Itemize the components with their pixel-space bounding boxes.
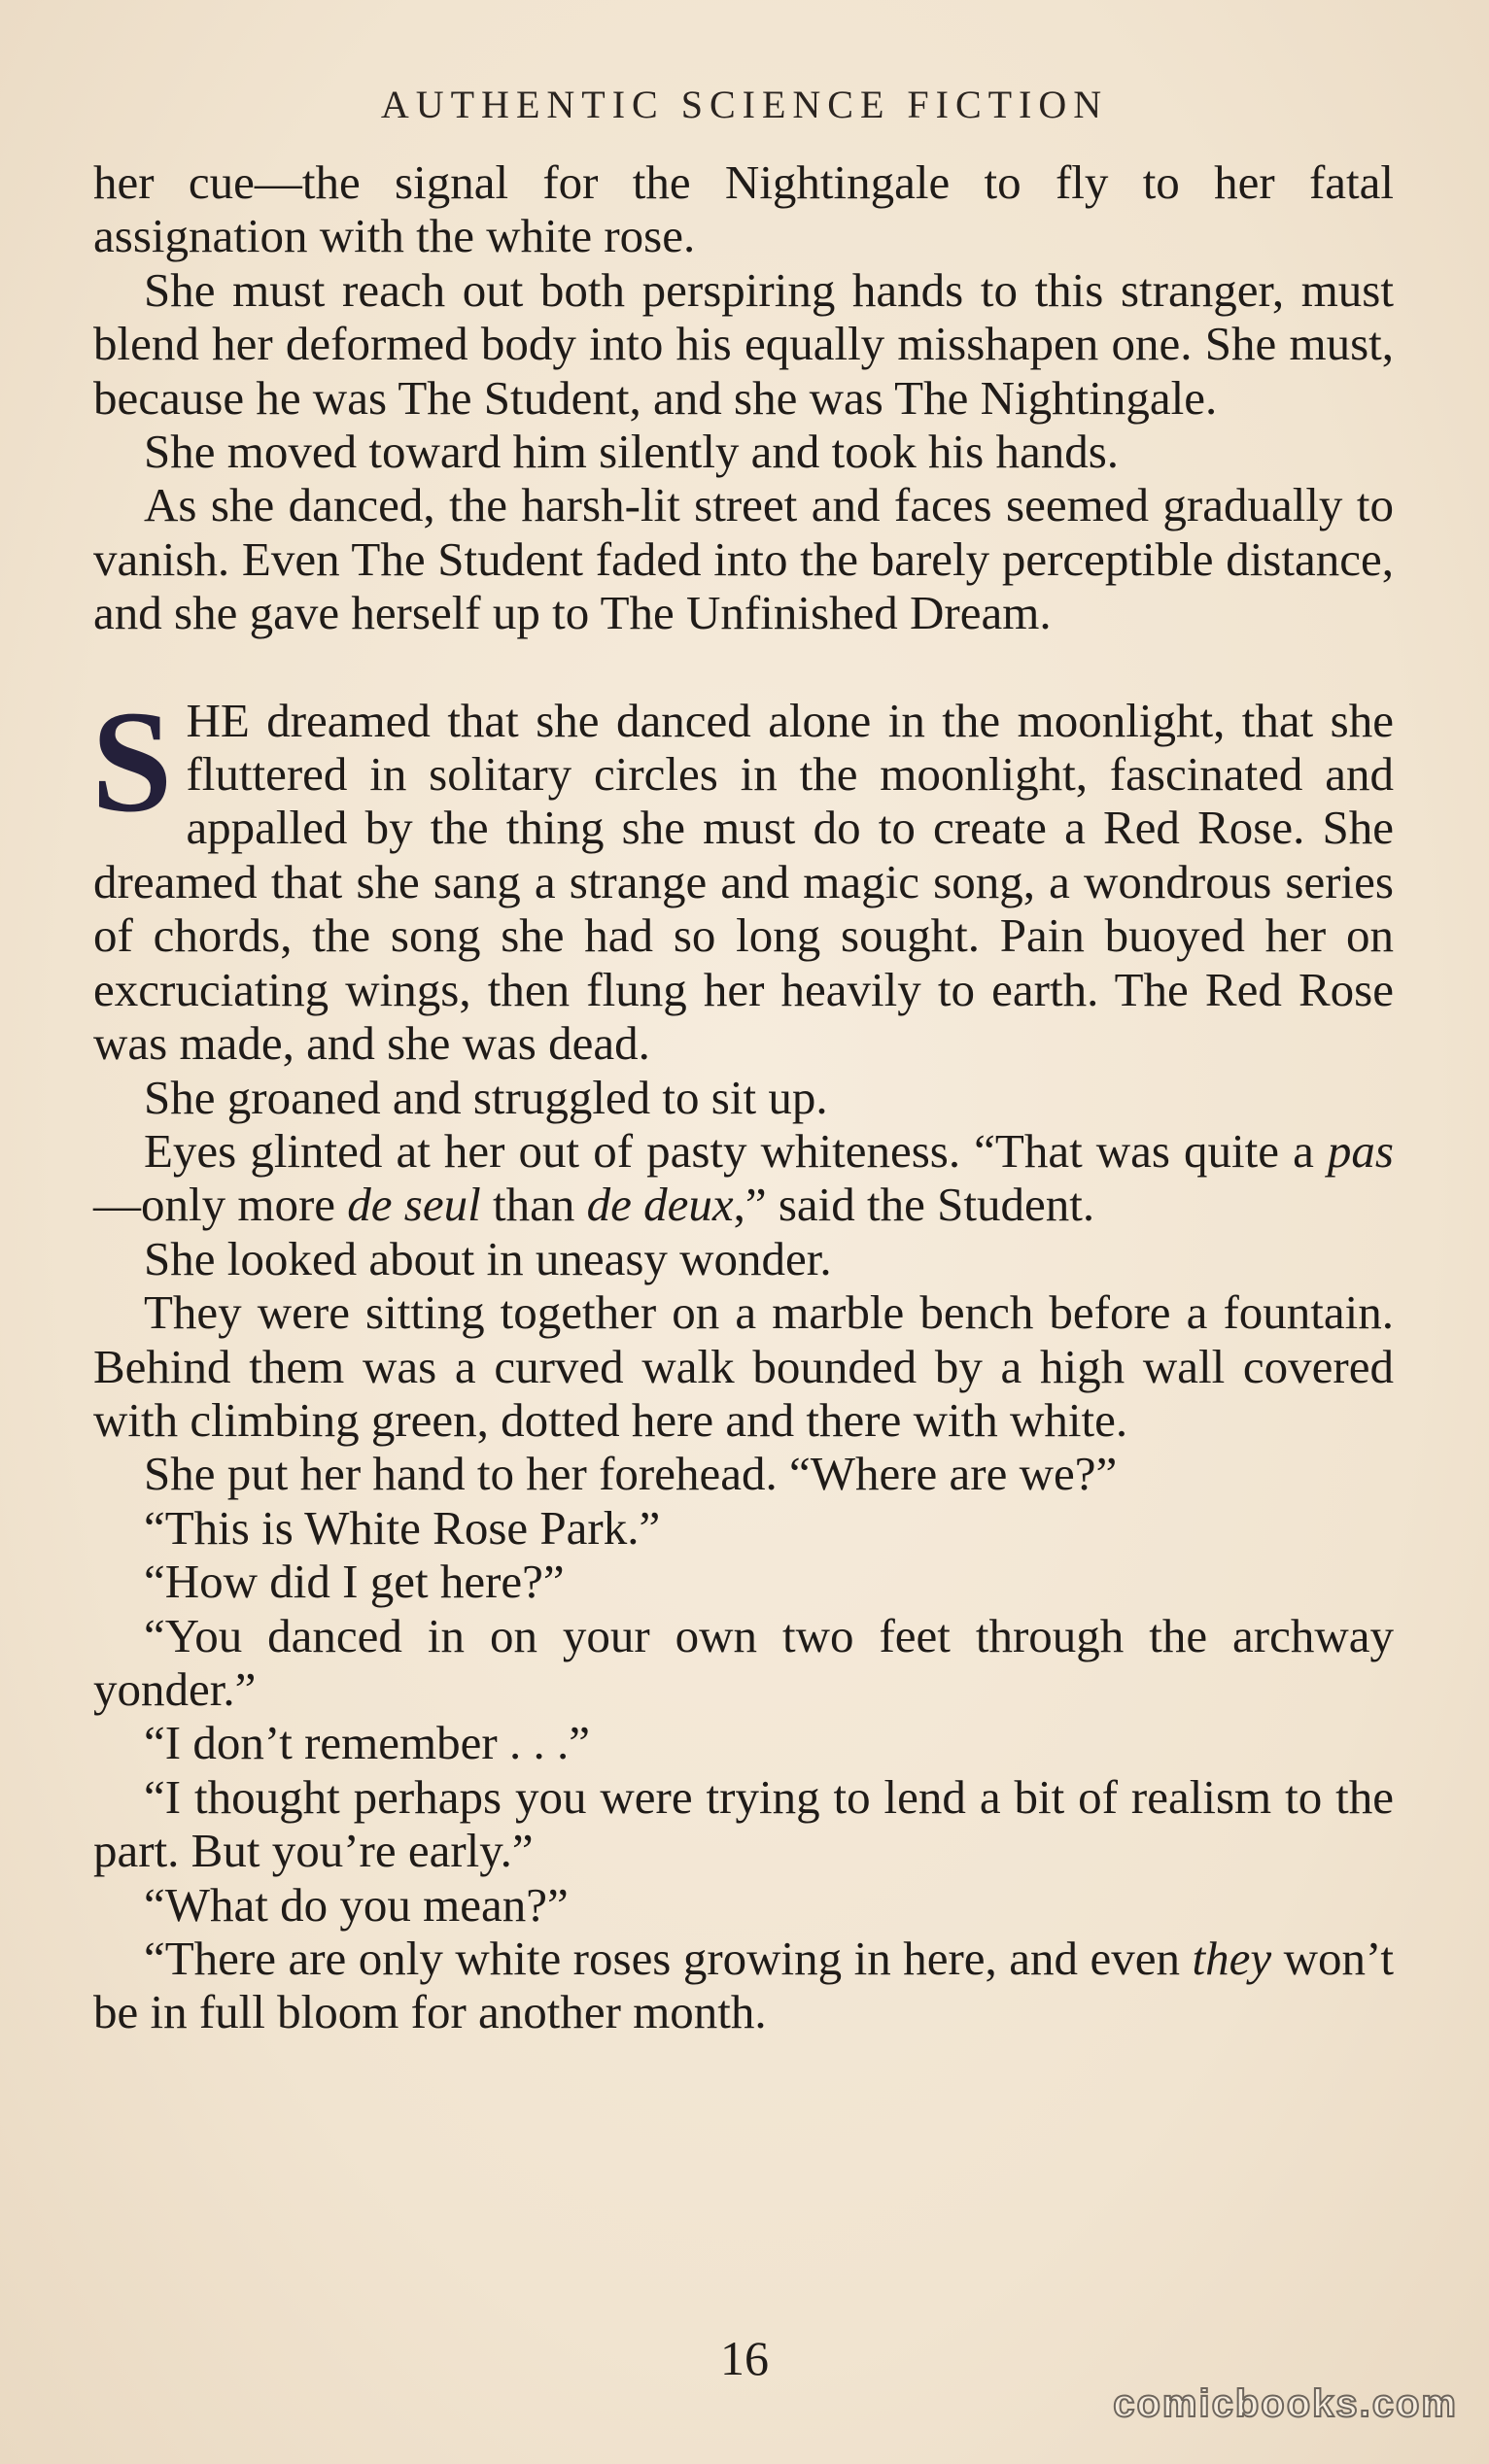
paragraph-14: “I don’t remember . . .” [144,1716,590,1770]
paragraph-9: They were sitting together on a marble bench before a fountain. Behind them was a curved walk bounded by a high wall covered with climbing green, dotted here and there with white. [93,1285,1394,1447]
page-number: 16 [720,2331,769,2385]
section-break [93,640,1394,694]
paragraph-5-text: HE dreamed that she danced alone in the moonlight, that she fluttered in solitary circles in the moonlight, fascinated and appalled by the thing she must do to create a Red Rose. She dreamed that she sang a strange and magic song, a wondrous series of chords, the song she had so long sought. Pain buoyed her on excruciating wings, then flung her heavily to earth. The Red Rose was made, and she was dead. [93,693,1394,1071]
running-header: AUTHENTIC SCIENCE FICTION [380,83,1109,126]
paragraph-10: She put her hand to her forehead. “Where are we?” [144,1447,1118,1501]
drop-cap: S [91,680,173,842]
paragraph-3: She moved toward him silently and took his hands. [144,425,1120,479]
watermark-logo: comicbooks.com [1113,2382,1458,2425]
paragraph-15: “I thought perhaps you were trying to lend a bit of realism to the part. But you’re early.” [93,1769,1394,1878]
paragraph-7 [93,1124,1394,1232]
paragraph-7-part-4: ,” said the Student. [733,1178,1095,1232]
paragraph-12: “How did I get here?” [144,1555,565,1609]
paragraph-16: “What do you mean?” [144,1877,569,1932]
italic-de-deux: de deux [586,1178,734,1232]
paragraph-2: She must reach out both perspiring hands to this stranger, must blend her deformed body into his equally misshapen one. She must, because he was The Student, and she was The Nightingale. [93,262,1394,425]
story-text [93,155,1394,2039]
paragraph-7-part-2: —only more [93,1178,348,1232]
paragraph-17-part-2: won’t be in full bloom for another month. [93,1932,1394,2039]
paragraph-1: her cue—the signal for the Nightingale to fly to her fatal assignation with the white rose. [93,155,1394,263]
paragraph-11: “This is White Rose Park.” [144,1500,661,1555]
paragraph-7-part-3: than [480,1178,587,1232]
paragraph-17-part-1: “There are only white roses growing in here, and even [144,1932,1193,1985]
paragraph-5 [91,680,1394,1071]
italic-they: they [1192,1932,1272,1985]
paragraph-8: She looked about in uneasy wonder. [144,1231,832,1285]
italic-pas: pas [1327,1123,1394,1178]
paragraph-4: As she danced, the harsh-lit street and faces seemed gradually to vanish. Even The Student faded into the barely perceptible distance, and she gave herself up to The Unfinished Dream. [93,478,1394,640]
paragraph-17 [93,1932,1394,2039]
paragraph-7-part-1: Eyes glinted at her out of pasty whiteness. “That was quite a [144,1123,1328,1178]
italic-de-seul: de seul [347,1178,481,1232]
paragraph-6: She groaned and struggled to sit up. [144,1070,828,1124]
paragraph-13: “You danced in on your own two feet through the archway yonder.” [93,1608,1394,1716]
